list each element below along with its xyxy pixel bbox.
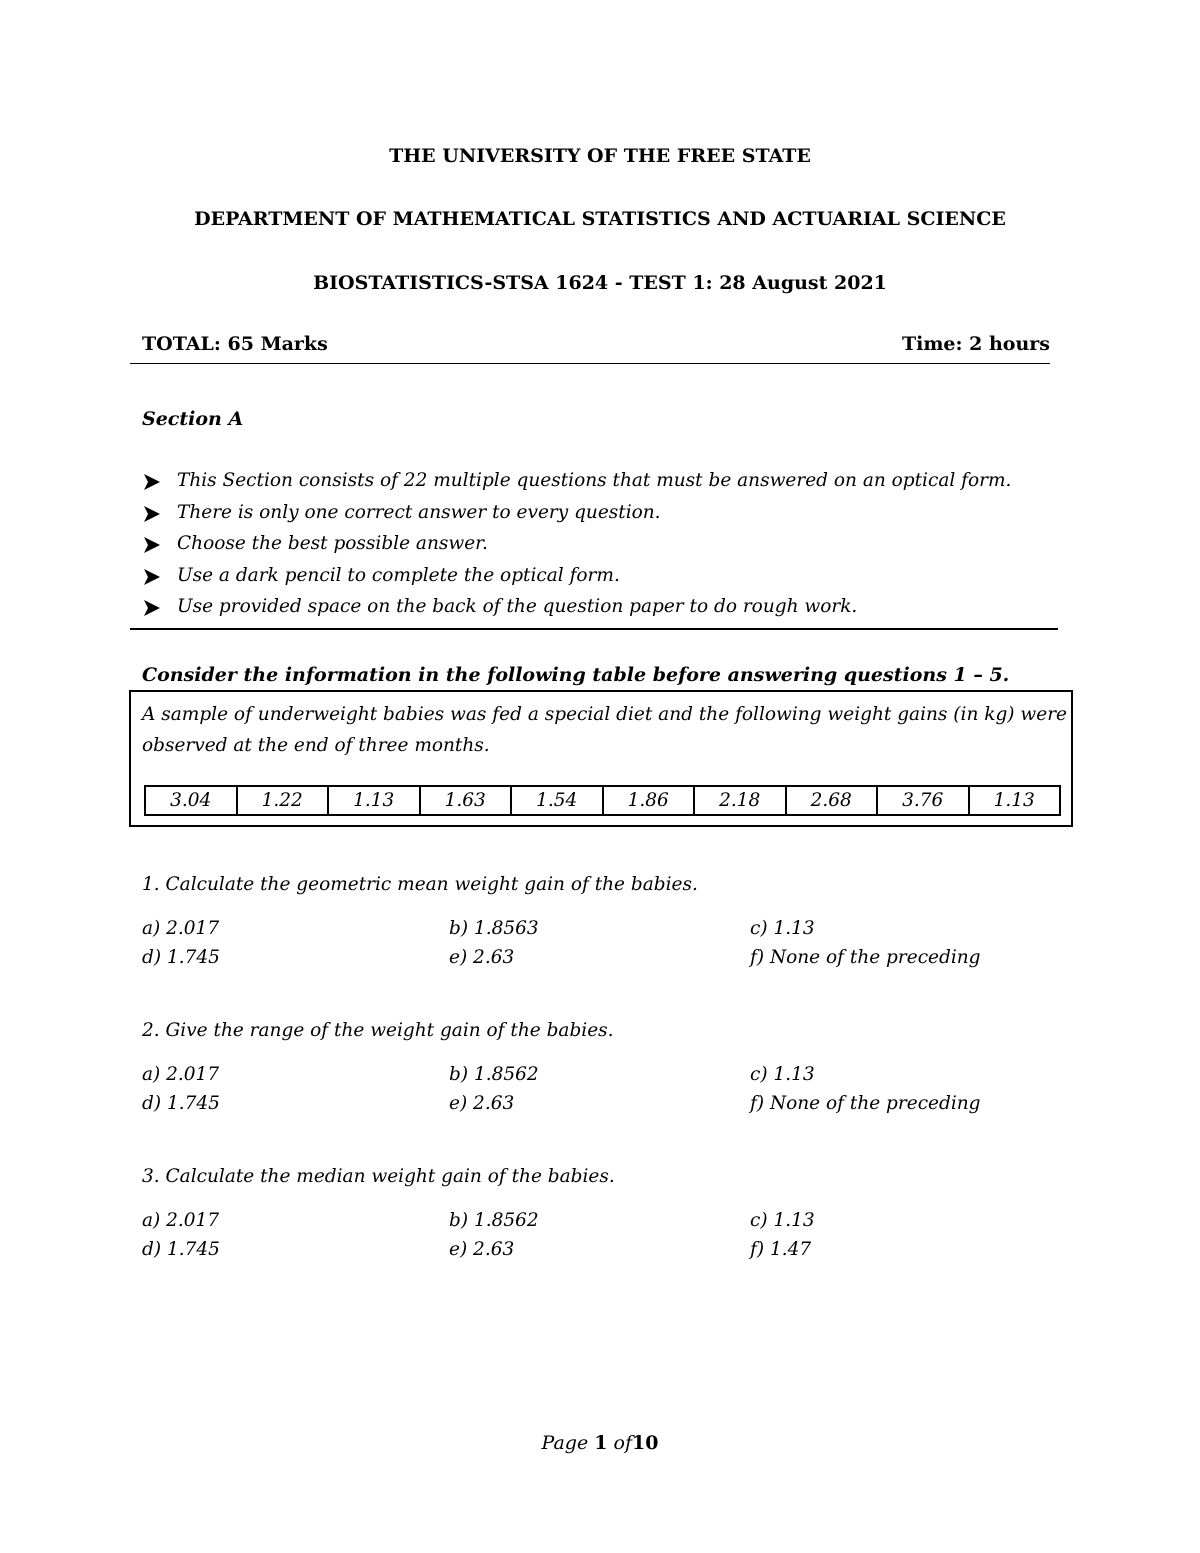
option-c: c) 1.13 xyxy=(750,1064,815,1085)
arrow-bullet-icon xyxy=(142,504,162,524)
option-d: d) 1.745 xyxy=(142,1239,220,1260)
of-label: of xyxy=(613,1432,633,1454)
page-footer xyxy=(0,1432,1200,1454)
option-a: a) 2.017 xyxy=(142,1064,220,1085)
section-heading: Section A xyxy=(142,408,244,430)
weight-cell: 2.18 xyxy=(694,786,786,815)
weight-cell: 1.13 xyxy=(969,786,1061,815)
option-d: d) 1.745 xyxy=(142,1093,220,1114)
total-marks: TOTAL: 65 Marks xyxy=(142,333,328,355)
instruction-item xyxy=(130,565,1058,597)
department-title: DEPARTMENT OF MATHEMATICAL STATISTICS AND ACTUARIAL SCIENCE xyxy=(194,208,1006,230)
arrow-bullet-icon xyxy=(142,567,162,587)
test-title: BIOSTATISTICS-STSA 1624 - TEST 1: 28 August 2021 xyxy=(313,272,887,294)
page-number: 1 xyxy=(594,1432,608,1454)
instruction-item xyxy=(130,596,1058,628)
option-b: b) 1.8563 xyxy=(449,918,539,939)
weight-cell: 3.76 xyxy=(877,786,969,815)
option-e: e) 2.63 xyxy=(449,1239,515,1260)
option-a: a) 2.017 xyxy=(142,1210,220,1231)
question-1: 1. Calculate the geometric mean weight gain of the babies. xyxy=(142,874,698,895)
instruction-text: There is only one correct answer to every question. xyxy=(177,501,661,523)
option-e: e) 2.63 xyxy=(449,1093,515,1114)
question-3: 3. Calculate the median weight gain of the babies. xyxy=(142,1166,615,1187)
instruction-text: Use provided space on the back of the question paper to do rough work. xyxy=(177,596,858,617)
option-f: f) None of the preceding xyxy=(750,947,981,968)
arrow-bullet-icon xyxy=(142,535,162,555)
weight-cell: 1.86 xyxy=(603,786,695,815)
weights-table xyxy=(144,785,1061,816)
weight-cell: 1.63 xyxy=(420,786,512,815)
consider-heading: Consider the information in the following table before answering questions 1 – 5. xyxy=(142,664,1010,686)
arrow-bullet-icon xyxy=(142,598,162,618)
university-title: THE UNIVERSITY OF THE FREE STATE xyxy=(389,145,811,167)
arrow-bullet-icon xyxy=(142,472,162,492)
instructions-list xyxy=(130,470,1058,630)
weight-cell: 2.68 xyxy=(786,786,878,815)
option-b: b) 1.8562 xyxy=(449,1210,539,1231)
option-f: f) None of the preceding xyxy=(750,1093,981,1114)
instruction-text: Choose the best possible answer. xyxy=(177,533,488,554)
option-d: d) 1.745 xyxy=(142,947,220,968)
weights-row xyxy=(145,786,1060,815)
data-description: A sample of underweight babies was fed a special diet and the following weight gains (in kg) were observed at the end of three months. xyxy=(142,704,1067,756)
weight-cell: 1.13 xyxy=(328,786,420,815)
instruction-item xyxy=(130,502,1058,534)
instruction-item xyxy=(130,470,1058,502)
option-f: f) 1.47 xyxy=(750,1239,812,1260)
total-time-row xyxy=(130,333,1050,364)
option-c: c) 1.13 xyxy=(750,918,815,939)
total-pages: 10 xyxy=(632,1432,659,1454)
option-e: e) 2.63 xyxy=(449,947,515,968)
data-box xyxy=(129,690,1073,827)
option-a: a) 2.017 xyxy=(142,918,220,939)
instruction-text: This Section consists of 22 multiple questions that must be answered on an optical form. xyxy=(177,470,1012,491)
page-label: Page xyxy=(541,1432,589,1454)
question-2: 2. Give the range of the weight gain of the babies. xyxy=(142,1020,614,1041)
instruction-text: Use a dark pencil to complete the optical form. xyxy=(177,564,620,586)
instruction-item xyxy=(130,533,1058,565)
test-time: Time: 2 hours xyxy=(901,333,1050,355)
option-b: b) 1.8562 xyxy=(449,1064,539,1085)
weight-cell: 1.54 xyxy=(511,786,603,815)
weight-cell: 1.22 xyxy=(237,786,329,815)
weight-cell: 3.04 xyxy=(145,786,237,815)
option-c: c) 1.13 xyxy=(750,1210,815,1231)
